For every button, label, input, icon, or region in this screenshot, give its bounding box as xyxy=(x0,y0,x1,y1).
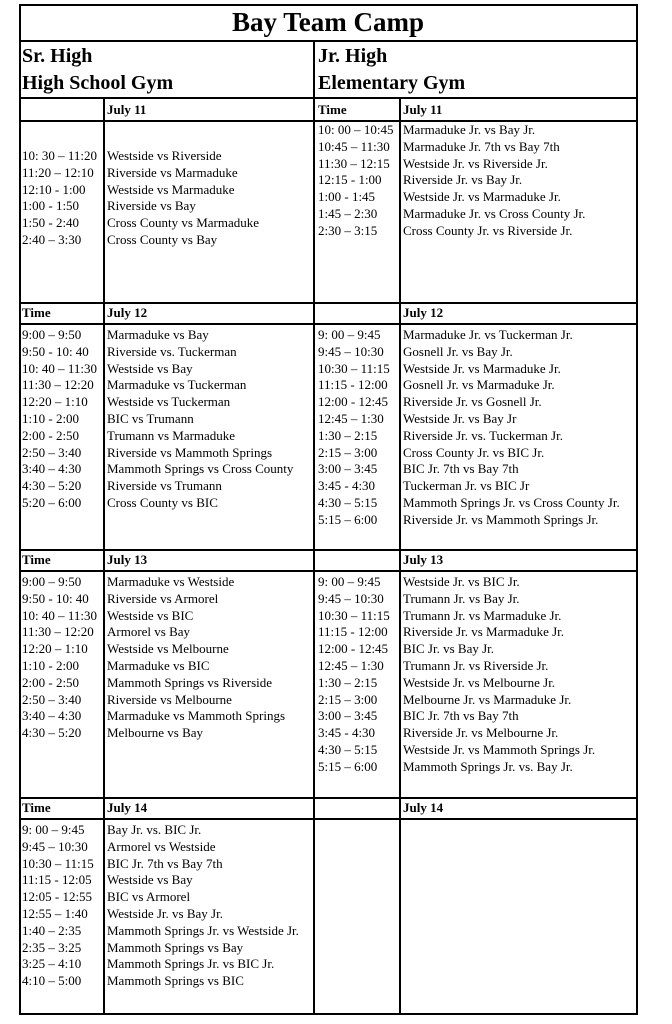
sr-games-item: Westside vs BIC xyxy=(107,607,194,623)
sr-times-item: 9:00 – 9:50 xyxy=(22,327,82,342)
jr-times-item: 12:45 – 1:30 xyxy=(318,410,384,426)
sr-times-item: 2:35 – 3:25 xyxy=(22,939,82,955)
jr-games xyxy=(403,122,585,240)
jr-games-item: Westside Jr. vs Riverside Jr. xyxy=(403,155,548,171)
sr-times-item: 12:20 – 1:10 xyxy=(22,641,88,657)
sr-games-item: Westside vs Bay xyxy=(107,360,193,376)
sr-games-item: Mammoth Springs Jr. vs Westside Jr. xyxy=(107,922,299,938)
jr-times-item: 4:30 – 5:15 xyxy=(318,494,378,510)
jr-games-item: Riverside Jr. vs Gosnell Jr. xyxy=(403,394,542,410)
day-header-line xyxy=(19,323,638,325)
sr-times-item: 11:15 - 12:05 xyxy=(22,872,92,888)
jr-times-item: 12:00 - 12:45 xyxy=(318,394,389,410)
sr-times-item: 1:10 - 2:00 xyxy=(22,657,80,673)
sr-games-item: Marmaduke vs Bay xyxy=(107,327,209,342)
sr-times-item: 9:50 - 10: 40 xyxy=(22,343,89,359)
sr-date-header: July 14 xyxy=(107,800,148,815)
border-right xyxy=(636,4,638,1015)
jr-games-item: Tuckerman Jr. vs BIC Jr xyxy=(403,478,530,494)
sr-games-item: Westside Jr. vs Bay Jr. xyxy=(107,905,223,921)
sr-games-item: BIC Jr. 7th vs Bay 7th xyxy=(107,855,223,871)
sr-games-item: Riverside vs Melbourne xyxy=(107,691,232,707)
sr-games-item: Riverside vs Bay xyxy=(107,198,196,214)
jr-times-item: 9:45 – 10:30 xyxy=(318,590,384,606)
sr-times xyxy=(22,148,97,249)
sr-games-item: Trumann vs Marmaduke xyxy=(107,427,236,443)
sr-games-item: Marmaduke vs Tuckerman xyxy=(107,377,247,393)
sr-times-item: 2:40 – 3:30 xyxy=(22,231,82,247)
sr-games-item: Westside vs Riverside xyxy=(107,148,222,163)
jr-games-item: Trumann Jr. vs Riverside Jr. xyxy=(403,657,549,673)
sr-times-item: 1:00 - 1:50 xyxy=(22,198,80,214)
sr-games-item: Mammoth Springs vs Bay xyxy=(107,939,244,955)
sr-games-item: Riverside vs Mammoth Springs xyxy=(107,444,273,460)
jr-times-item: 11:15 - 12:00 xyxy=(318,624,388,640)
gym-divider xyxy=(19,97,638,99)
jr-times-item: 1:45 – 2:30 xyxy=(318,205,378,221)
jr-times-item: 12:00 - 12:45 xyxy=(318,641,389,657)
sr-games-item: Riverside vs Marmaduke xyxy=(107,164,238,180)
jr-games-item: Westside Jr. vs Marmaduke Jr. xyxy=(403,360,561,376)
sr-times-item: 5:20 – 6:00 xyxy=(22,494,82,510)
jr-games-item: Westside Jr. vs Melbourne Jr. xyxy=(403,674,556,690)
sr-games-item: Cross County vs Marmaduke xyxy=(107,215,260,231)
center-divider xyxy=(313,40,315,1015)
sr-games-item: Mammoth Springs vs Riverside xyxy=(107,674,273,690)
jr-column-line xyxy=(399,302,401,549)
sr-games-item: Marmaduke vs Mammoth Springs xyxy=(107,708,286,724)
page-title: Bay Team Camp xyxy=(231,7,425,37)
sr-games-item: Westside vs Melbourne xyxy=(107,641,229,657)
jr-games-item: Trumann Jr. vs Bay Jr. xyxy=(403,590,520,606)
jr-times-item: 5:15 – 6:00 xyxy=(318,758,378,774)
sr-date-header: July 13 xyxy=(107,552,148,567)
jr-games-item: Westside Jr. vs Mammoth Springs Jr. xyxy=(403,741,596,757)
sr-times-item: 9:00 – 9:50 xyxy=(22,574,82,589)
jr-times-item: 10:30 – 11:15 xyxy=(318,607,390,623)
jr-games-item: Westside Jr. vs Bay Jr xyxy=(403,410,517,426)
jr-times-item: 10:30 – 11:15 xyxy=(318,360,390,376)
sr-times-item: 4:10 – 5:00 xyxy=(22,973,82,989)
sr-times-item: 4:30 – 5:20 xyxy=(22,478,82,494)
sr-games-item: Westside vs Marmaduke xyxy=(107,181,235,197)
day-header-line xyxy=(19,570,638,572)
jr-times-item: 9:45 – 10:30 xyxy=(318,343,384,359)
sr-games-item: Melbourne vs Bay xyxy=(107,725,204,741)
jr-times xyxy=(318,122,393,240)
sr-times-item: 11:30 – 12:20 xyxy=(22,624,94,640)
border-left xyxy=(19,4,21,1015)
sr-times-item: 10:30 – 11:15 xyxy=(22,855,94,871)
sr-games-item: Bay Jr. vs. BIC Jr. xyxy=(107,822,202,837)
jr-times-item: 1:00 - 1:45 xyxy=(318,189,376,205)
sr-times-item: 3:25 – 4:10 xyxy=(22,956,82,972)
sr-times-item: 11:20 – 12:10 xyxy=(22,164,94,180)
sr-games-item: Mammoth Springs Jr. vs BIC Jr. xyxy=(107,956,275,972)
jr-games-item: Marmaduke Jr. vs Bay Jr. xyxy=(403,122,536,137)
jr-times-item: 12:15 - 1:00 xyxy=(318,172,382,188)
sr-date-header: July 11 xyxy=(107,102,147,117)
jr-date-header: July 14 xyxy=(403,800,444,815)
jr-times xyxy=(318,327,390,529)
jr-games xyxy=(403,327,620,529)
jr-games-item: Marmaduke Jr. vs Cross County Jr. xyxy=(403,205,586,221)
jr-date-header: July 12 xyxy=(403,305,444,320)
jr-games-item: BIC Jr. 7th vs Bay 7th xyxy=(403,461,519,477)
jr-times-item: 5:15 – 6:00 xyxy=(318,511,378,527)
sr-times-item: 3:40 – 4:30 xyxy=(22,708,82,724)
sr-times xyxy=(22,327,97,512)
jr-times-item: 9: 00 – 9:45 xyxy=(318,574,381,589)
jr-times-item: 12:45 – 1:30 xyxy=(318,657,384,673)
sr-time-header: Time xyxy=(22,800,51,815)
sr-times xyxy=(22,574,97,742)
jr-times-item: 11:30 – 12:15 xyxy=(318,155,390,171)
jr-high-venue: Elementary Gym xyxy=(318,72,466,94)
jr-column-line xyxy=(399,549,401,797)
sr-games-item: Cross County vs Bay xyxy=(107,231,218,247)
jr-times-item: 2:15 – 3:00 xyxy=(318,691,378,707)
sr-times-item: 2:00 - 2:50 xyxy=(22,674,80,690)
sr-times-item: 9: 00 – 9:45 xyxy=(22,822,85,837)
jr-games xyxy=(403,574,595,776)
jr-games-item: Marmaduke Jr. vs Tuckerman Jr. xyxy=(403,327,573,342)
sr-times-item: 12:10 - 1:00 xyxy=(22,181,86,197)
sr-games-item: Riverside vs. Tuckerman xyxy=(107,343,237,359)
sr-column-line xyxy=(103,302,105,549)
sr-times-item: 1:10 - 2:00 xyxy=(22,410,80,426)
sr-games xyxy=(107,148,259,249)
sr-times-item: 9:45 – 10:30 xyxy=(22,838,88,854)
sr-games-item: Westside vs Bay xyxy=(107,872,193,888)
jr-games-item: Riverside Jr. vs Mammoth Springs Jr. xyxy=(403,511,599,527)
jr-times-item: 9: 00 – 9:45 xyxy=(318,327,381,342)
jr-games-item: BIC Jr. 7th vs Bay 7th xyxy=(403,708,519,724)
sr-times-item: 1:40 – 2:35 xyxy=(22,922,82,938)
jr-games-item: Gosnell Jr. vs Bay Jr. xyxy=(403,343,513,359)
sr-games-item: BIC vs Armorel xyxy=(107,889,191,905)
sr-times-item: 9:50 - 10: 40 xyxy=(22,590,89,606)
jr-games-item: Gosnell Jr. vs Marmaduke Jr. xyxy=(403,377,555,393)
sr-times-item: 2:00 - 2:50 xyxy=(22,427,80,443)
jr-games-item: Westside Jr. vs Marmaduke Jr. xyxy=(403,189,561,205)
sr-games-item: Marmaduke vs Westside xyxy=(107,574,235,589)
jr-times-item: 3:45 - 4:30 xyxy=(318,478,376,494)
jr-date-header: July 13 xyxy=(403,552,444,567)
jr-games-item: Melbourne Jr. vs Marmaduke Jr. xyxy=(403,691,572,707)
sr-times xyxy=(22,822,94,990)
jr-times xyxy=(318,574,390,776)
jr-column-line xyxy=(399,99,401,302)
jr-times-item: 1:30 – 2:15 xyxy=(318,674,378,690)
border-bottom xyxy=(19,1013,638,1015)
sr-games-item: Armorel vs Westside xyxy=(107,838,216,854)
sr-games-item: Westside vs Tuckerman xyxy=(107,394,231,410)
sr-times-item: 3:40 – 4:30 xyxy=(22,461,82,477)
sr-games-item: Armorel vs Bay xyxy=(107,624,191,640)
sr-time-header: Time xyxy=(22,552,51,567)
day-divider xyxy=(19,302,638,304)
sr-times-item: 10: 40 – 11:30 xyxy=(22,360,97,376)
sr-games-item: Marmaduke vs BIC xyxy=(107,657,210,673)
day-divider xyxy=(19,797,638,799)
sr-games-item: BIC vs Trumann xyxy=(107,410,194,426)
jr-games-item: Riverside Jr. vs Melbourne Jr. xyxy=(403,725,559,741)
sr-games-item: Cross County vs BIC xyxy=(107,494,218,510)
sr-times-item: 11:30 – 12:20 xyxy=(22,377,94,393)
jr-times-item: 3:00 – 3:45 xyxy=(318,708,378,724)
sr-date-header: July 12 xyxy=(107,305,148,320)
sr-times-item: 2:50 – 3:40 xyxy=(22,691,82,707)
sr-games xyxy=(107,327,293,512)
sr-column-line xyxy=(103,99,105,302)
jr-times-item: 11:15 - 12:00 xyxy=(318,377,388,393)
jr-times-item: 3:45 - 4:30 xyxy=(318,725,376,741)
jr-times-item: 2:30 – 3:15 xyxy=(318,222,378,238)
day-divider xyxy=(19,549,638,551)
sr-times-item: 10: 40 – 11:30 xyxy=(22,607,97,623)
sr-times-item: 12:20 – 1:10 xyxy=(22,394,88,410)
jr-times-item: 2:15 – 3:00 xyxy=(318,444,378,460)
jr-games-item: Marmaduke Jr. 7th vs Bay 7th xyxy=(403,138,560,154)
sr-times-item: 1:50 - 2:40 xyxy=(22,215,80,231)
sr-games xyxy=(107,822,299,990)
sr-column-line xyxy=(103,549,105,797)
jr-time-header: Time xyxy=(318,102,347,117)
jr-games-item: Riverside Jr. vs Bay Jr. xyxy=(403,172,523,188)
title-divider xyxy=(19,40,638,42)
jr-games-item: Mammoth Springs Jr. vs Cross County Jr. xyxy=(403,494,620,510)
sr-times-item: 12:55 – 1:40 xyxy=(22,905,88,921)
sr-games-item: Mammoth Springs vs BIC xyxy=(107,973,244,989)
sr-times-item: 4:30 – 5:20 xyxy=(22,725,82,741)
jr-games-item: Westside Jr. vs BIC Jr. xyxy=(403,574,520,589)
jr-times-item: 1:30 – 2:15 xyxy=(318,427,378,443)
sr-time-header: Time xyxy=(22,305,51,320)
sr-high-venue: High School Gym xyxy=(22,72,174,94)
jr-times-item: 4:30 – 5:15 xyxy=(318,741,378,757)
jr-games-item: BIC Jr. vs Bay Jr. xyxy=(403,641,495,657)
sr-times-item: 10: 30 – 11:20 xyxy=(22,148,97,163)
jr-games-item: Riverside Jr. vs. Tuckerman Jr. xyxy=(403,427,563,443)
jr-times-item: 3:00 – 3:45 xyxy=(318,461,378,477)
jr-games-item: Cross County Jr. vs Riverside Jr. xyxy=(403,222,573,238)
jr-games-item: Mammoth Springs Jr. vs. Bay Jr. xyxy=(403,758,573,774)
jr-games-item: Riverside Jr. vs Marmaduke Jr. xyxy=(403,624,565,640)
jr-times-item: 10: 00 – 10:45 xyxy=(318,122,394,137)
day-header-line xyxy=(19,818,638,820)
jr-times-item: 10:45 – 11:30 xyxy=(318,138,390,154)
jr-high-heading: Jr. High xyxy=(318,45,388,67)
jr-column-line xyxy=(399,797,401,1013)
sr-games-item: Mammoth Springs vs Cross County xyxy=(107,461,294,477)
sr-high-heading: Sr. High xyxy=(22,45,93,67)
jr-games-item: Cross County Jr. vs BIC Jr. xyxy=(403,444,545,460)
sr-games xyxy=(107,574,285,742)
sr-column-line xyxy=(103,797,105,1013)
sr-times-item: 12:05 - 12:55 xyxy=(22,889,93,905)
jr-games-item: Trumann Jr. vs Marmaduke Jr. xyxy=(403,607,562,623)
sr-games-item: Riverside vs Trumann xyxy=(107,478,222,494)
sr-times-item: 2:50 – 3:40 xyxy=(22,444,82,460)
sr-games-item: Riverside vs Armorel xyxy=(107,590,219,606)
jr-date-header: July 11 xyxy=(403,102,443,117)
